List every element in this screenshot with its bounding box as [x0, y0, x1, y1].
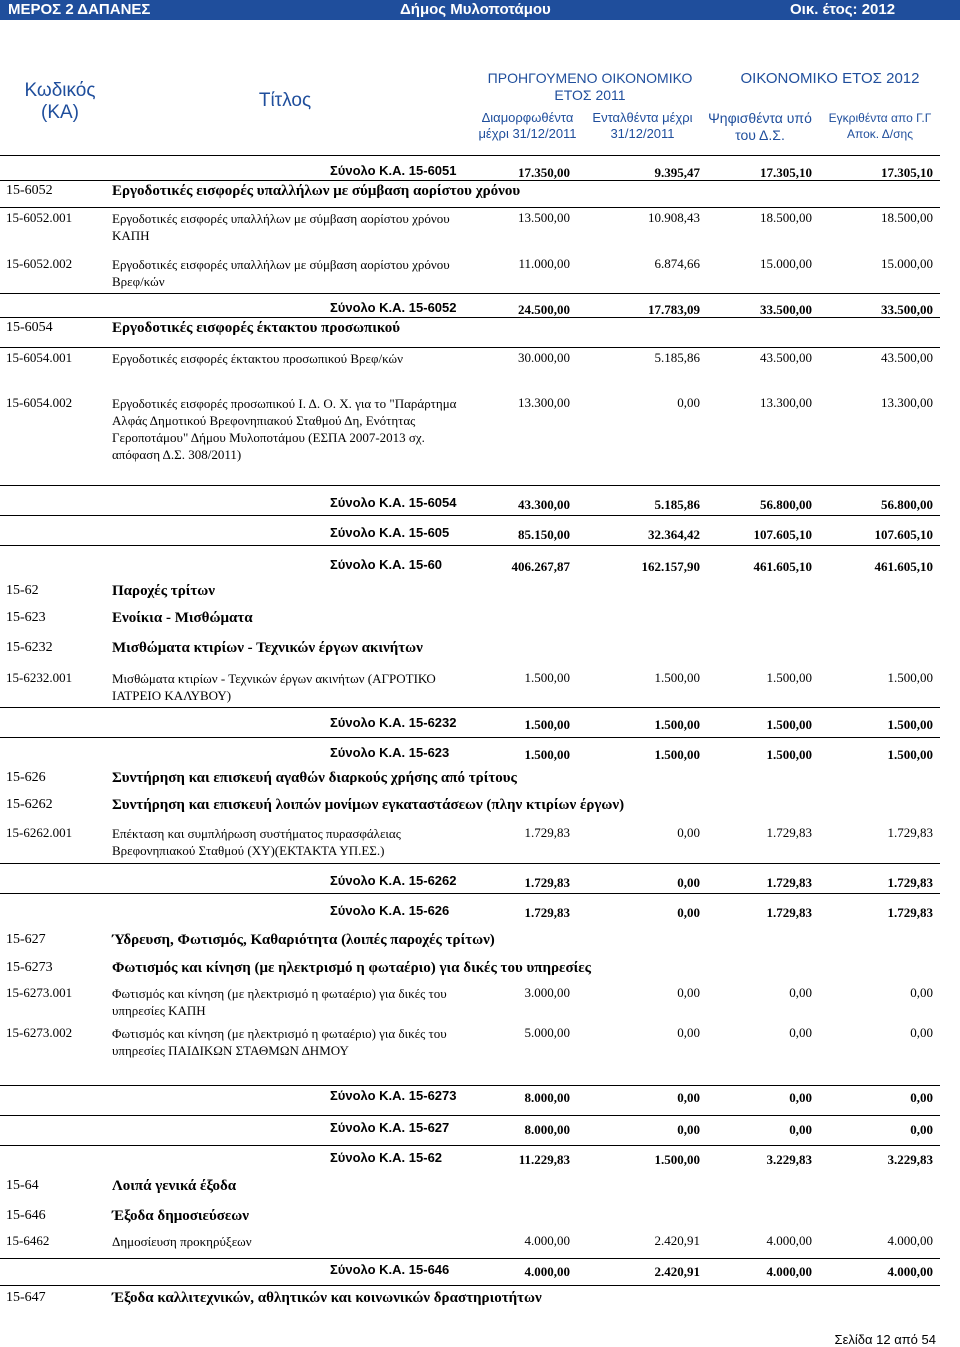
- section-code: 15-627: [6, 932, 46, 947]
- current-year-header: ΟΙΚΟΝΟΜΙΚΟ ΕΤΟΣ 2012: [740, 70, 920, 87]
- amount-col-2: 2.420,91: [654, 1233, 700, 1248]
- item-title: Δημοσίευση προκηρύξεων: [112, 1234, 252, 1249]
- section-code: 15-6232: [6, 640, 53, 655]
- amount-col-3: 107.605,10: [753, 527, 812, 542]
- amount-col-4: 107.605,10: [874, 527, 933, 542]
- amount-col-3: 33.500,00: [760, 302, 812, 317]
- amount-col-1: 11.229,83: [518, 1152, 570, 1167]
- amount-col-1: 30.000,00: [518, 350, 570, 365]
- amount-col-2: 0,00: [677, 825, 700, 840]
- row-separator: [0, 293, 940, 294]
- row-separator: [0, 1085, 940, 1086]
- amount-col-1: 1.729,83: [524, 905, 570, 920]
- amount-col-1: 43.300,00: [518, 497, 570, 512]
- prev-formed-header: Διαμορφωθέντα μέχρι 31/12/2011: [478, 110, 577, 141]
- amount-col-2: 9.395,47: [654, 165, 700, 180]
- item-code: 15-6462: [6, 1233, 50, 1248]
- amount-col-3: 43.500,00: [760, 350, 812, 365]
- amount-col-4: 3.229,83: [887, 1152, 933, 1167]
- amount-col-1: 8.000,00: [524, 1090, 570, 1105]
- item-title: Φωτισμός και κίνηση (με ηλεκτρισμό η φωταέριο) για δικές του υπηρεσίες ΚΑΠΗ: [112, 986, 447, 1018]
- amount-col-1: 11.000,00: [518, 256, 570, 271]
- approved-header: Εγκριθέντα απο Γ.Γ Αποκ. Δ/σης: [828, 111, 932, 141]
- subtotal-label: Σύνολο Κ.Α. 15-6273: [330, 1088, 457, 1103]
- amount-col-1: 13.500,00: [518, 210, 570, 225]
- top-banner: [0, 0, 960, 20]
- subtotal-label: Σύνολο Κ.Α. 15-6052: [330, 300, 457, 315]
- row-separator: [0, 737, 940, 738]
- item-title: Εργοδοτικές εισφορές υπαλλήλων με σύμβαση αορίστου χρόνου Βρεφ/κών: [112, 257, 450, 289]
- section-code: 15-62: [6, 583, 39, 598]
- row-separator: [0, 515, 940, 516]
- amount-col-2: 162.157,90: [641, 559, 700, 574]
- amount-col-4: 4.000,00: [887, 1233, 933, 1248]
- amount-col-3: 1.500,00: [766, 717, 812, 732]
- item-code: 15-6232.001: [6, 670, 73, 685]
- item-title: Εργοδοτικές εισφορές υπαλλήλων με σύμβαση αορίστου χρόνου ΚΑΠΗ: [112, 211, 450, 243]
- amount-col-4: 461.605,10: [874, 559, 933, 574]
- section-code: 15-646: [6, 1208, 46, 1223]
- subtotal-label: Σύνολο Κ.Α. 15-626: [330, 903, 450, 918]
- subtotal-label: Σύνολο Κ.Α. 15-623: [330, 745, 450, 760]
- section-code: 15-6273: [6, 960, 53, 975]
- row-separator: [0, 707, 940, 708]
- amount-col-1: 1.500,00: [524, 747, 570, 762]
- amount-col-3: 0,00: [789, 1025, 812, 1040]
- section-title: Εργοδοτικές εισφορές έκτακτου προσωπικού: [112, 320, 401, 336]
- amount-col-3: 4.000,00: [766, 1264, 812, 1279]
- subtotal-label: Σύνολο Κ.Α. 15-605: [330, 525, 450, 540]
- amount-col-1: 13.300,00: [518, 395, 570, 410]
- amount-col-3: 15.000,00: [760, 256, 812, 271]
- amount-col-1: 17.350,00: [518, 165, 570, 180]
- amount-col-2: 0,00: [677, 985, 700, 1000]
- section-title: Ύδρευση, Φωτισμός, Καθαριότητα (λοιπές παροχές τρίτων): [112, 932, 495, 948]
- amount-col-4: 43.500,00: [881, 350, 933, 365]
- amount-col-3: 1.500,00: [766, 670, 812, 685]
- prev-committed-header: Ενταλθέντα μέχρι 31/12/2011: [592, 110, 693, 141]
- subtotal-label: Σύνολο Κ.Α. 15-60: [330, 557, 443, 572]
- amount-col-1: 3.000,00: [524, 985, 570, 1000]
- section-code: 15-626: [6, 770, 46, 785]
- row-separator: [0, 545, 940, 546]
- column-header: [0, 20, 960, 155]
- row-separator: [0, 1145, 940, 1146]
- item-code: 15-6273.002: [6, 1025, 73, 1040]
- amount-col-3: 18.500,00: [760, 210, 812, 225]
- item-title: Εργοδοτικές εισφορές προσωπικού Ι. Δ. Ο. Χ. για το "Παράρτημα Αλφάς Δημοτικού Βρεφονηπιακού Σταθμού Δη, Ενότητας Γεροποτάμου" Δήμου Μυλοποτάμου (ΕΣΠΑ 2007-2013 σχ. απόφαση Δ.Σ. 308/2011): [112, 396, 457, 462]
- municipality-label: Δήμος Μυλοποτάμου: [400, 1, 551, 18]
- amount-col-1: 4.000,00: [524, 1233, 570, 1248]
- amount-col-1: 4.000,00: [524, 1264, 570, 1279]
- section-title: Έξοδα καλλιτεχνικών, αθλητικών και κοινωνικών δραστηριοτήτων: [112, 1290, 542, 1306]
- amount-col-3: 1.729,83: [766, 875, 812, 890]
- subtotal-label: Σύνολο Κ.Α. 15-6232: [330, 715, 457, 730]
- amount-col-2: 0,00: [677, 1025, 700, 1040]
- row-separator: [0, 893, 940, 894]
- amount-col-1: 406.267,87: [511, 559, 570, 574]
- amount-col-3: 17.305,10: [760, 165, 812, 180]
- amount-col-4: 0,00: [910, 1122, 933, 1137]
- item-title: Εργοδοτικές εισφορές έκτακτου προσωπικού Βρεφ/κών: [112, 351, 403, 366]
- amount-col-2: 6.874,66: [654, 256, 700, 271]
- amount-col-3: 56.800,00: [760, 497, 812, 512]
- amount-col-4: 1.729,83: [887, 875, 933, 890]
- amount-col-3: 13.300,00: [760, 395, 812, 410]
- amount-col-1: 5.000,00: [524, 1025, 570, 1040]
- amount-col-3: 0,00: [789, 1122, 812, 1137]
- section-code: 15-6262: [6, 797, 53, 812]
- row-separator: [0, 1258, 940, 1259]
- section-title: Μισθώματα κτιρίων - Τεχνικών έργων ακινήτων: [112, 640, 423, 656]
- amount-col-2: 1.500,00: [654, 670, 700, 685]
- item-title: Φωτισμός και κίνηση (με ηλεκτρισμό η φωταέριο) για δικές του υπηρεσίες ΠΑΙΔΙΚΩΝ ΣΤΑΘΜΩΝ ΔΗΜΟΥ: [112, 1026, 447, 1058]
- subtotal-label: Σύνολο Κ.Α. 15-6262: [330, 873, 457, 888]
- section-title: Λοιπά γενικά έξοδα: [112, 1178, 237, 1194]
- section-title: Παροχές τρίτων: [112, 583, 215, 599]
- section-code: 15-647: [6, 1290, 46, 1305]
- section-code: 15-6052: [6, 183, 53, 198]
- amount-col-4: 1.500,00: [887, 670, 933, 685]
- amount-col-1: 1.729,83: [524, 825, 570, 840]
- subtotal-label: Σύνολο Κ.Α. 15-62: [330, 1150, 443, 1165]
- fiscal-year-label: Οικ. έτος: 2012: [790, 1, 896, 18]
- amount-col-4: 1.500,00: [887, 747, 933, 762]
- amount-col-1: 8.000,00: [524, 1122, 570, 1137]
- amount-col-2: 0,00: [677, 875, 700, 890]
- amount-col-3: 3.229,83: [766, 1152, 812, 1167]
- row-separator: [0, 347, 940, 348]
- row-separator: [0, 1285, 940, 1286]
- amount-col-4: 15.000,00: [881, 256, 933, 271]
- amount-col-4: 18.500,00: [881, 210, 933, 225]
- amount-col-3: 1.729,83: [766, 905, 812, 920]
- amount-col-3: 4.000,00: [766, 1233, 812, 1248]
- item-code: 15-6273.001: [6, 985, 73, 1000]
- amount-col-2: 0,00: [677, 1122, 700, 1137]
- section-title: Ενοίκια - Μισθώματα: [112, 610, 253, 626]
- amount-col-2: 1.500,00: [654, 747, 700, 762]
- section-title: Έξοδα δημοσιεύσεων: [112, 1208, 249, 1224]
- amount-col-2: 5.185,86: [654, 350, 700, 365]
- section-code: 15-6054: [6, 320, 53, 335]
- code-header: Κωδικός (ΚΑ): [24, 80, 96, 123]
- item-code: 15-6262.001: [6, 825, 73, 840]
- section-code: 15-623: [6, 610, 46, 625]
- item-code: 15-6054.002: [6, 395, 73, 410]
- item-title: Επέκταση και συμπλήρωση συστήματος πυρασφάλειας Βρεφονηπιακού Σταθμού (ΧΥ)(ΕΚΤΑΚΤΑ ΥΠ.ΕΣ.): [112, 826, 401, 858]
- amount-col-3: 0,00: [789, 1090, 812, 1105]
- amount-col-3: 1.500,00: [766, 747, 812, 762]
- amount-col-1: 1.500,00: [524, 670, 570, 685]
- amount-col-4: 17.305,10: [881, 165, 933, 180]
- amount-col-1: 1.500,00: [524, 717, 570, 732]
- amount-col-1: 24.500,00: [518, 302, 570, 317]
- section-title: Εργοδοτικές εισφορές υπαλλήλων με σύμβαση αορίστου χρόνου: [112, 183, 521, 199]
- row-separator: [0, 863, 940, 864]
- amount-col-3: 461.605,10: [753, 559, 812, 574]
- row-separator: [0, 1115, 940, 1116]
- subtotal-label: Σύνολο Κ.Α. 15-646: [330, 1262, 450, 1277]
- amount-col-2: 17.783,09: [648, 302, 700, 317]
- amount-col-4: 1.729,83: [887, 905, 933, 920]
- row-separator: [0, 485, 940, 486]
- amount-col-4: 13.300,00: [881, 395, 933, 410]
- amount-col-2: 2.420,91: [654, 1264, 700, 1279]
- item-code: 15-6052.002: [6, 256, 73, 271]
- voted-header: Ψηφισθέντα υπό του Δ.Σ.: [708, 110, 812, 143]
- amount-col-4: 0,00: [910, 1025, 933, 1040]
- amount-col-2: 32.364,42: [648, 527, 700, 542]
- amount-col-2: 1.500,00: [654, 1152, 700, 1167]
- amount-col-4: 1.729,83: [887, 825, 933, 840]
- amount-col-1: 85.150,00: [518, 527, 570, 542]
- section-code: 15-64: [6, 1178, 39, 1193]
- amount-col-4: 1.500,00: [887, 717, 933, 732]
- amount-col-4: 56.800,00: [881, 497, 933, 512]
- item-code: 15-6054.001: [6, 350, 73, 365]
- amount-col-2: 5.185,86: [654, 497, 700, 512]
- amount-col-1: 1.729,83: [524, 875, 570, 890]
- subtotal-label: Σύνολο Κ.Α. 15-6051: [330, 163, 457, 178]
- amount-col-2: 0,00: [677, 1090, 700, 1105]
- subtotal-label: Σύνολο Κ.Α. 15-627: [330, 1120, 450, 1135]
- page-number: Σελίδα 12 από 54: [834, 1332, 936, 1347]
- title-header: Τίτλος: [258, 90, 312, 111]
- amount-col-4: 0,00: [910, 1090, 933, 1105]
- amount-col-2: 1.500,00: [654, 717, 700, 732]
- section-title: Συντήρηση και επισκευή λοιπών μονίμων εγκαταστάσεων (πλην κτιρίων έργων): [112, 797, 625, 813]
- part-label: ΜΕΡΟΣ 2 ΔΑΠΑΝΕΣ: [8, 1, 151, 18]
- amount-col-2: 0,00: [677, 395, 700, 410]
- amount-col-4: 4.000,00: [887, 1264, 933, 1279]
- row-separator: [0, 155, 940, 156]
- row-separator: [0, 207, 940, 208]
- item-code: 15-6052.001: [6, 210, 73, 225]
- amount-col-3: 1.729,83: [766, 825, 812, 840]
- section-title: Φωτισμός και κίνηση (με ηλεκτρισμό η φωταέριο) για δικές του υπηρεσίες: [112, 960, 591, 976]
- subtotal-label: Σύνολο Κ.Α. 15-6054: [330, 495, 457, 510]
- amount-col-2: 10.908,43: [648, 210, 700, 225]
- amount-col-2: 0,00: [677, 905, 700, 920]
- section-title: Συντήρηση και επισκευή αγαθών διαρκούς χρήσης από τρίτους: [112, 770, 517, 786]
- amount-col-4: 33.500,00: [881, 302, 933, 317]
- amount-col-4: 0,00: [910, 985, 933, 1000]
- item-title: Μισθώματα κτιρίων - Τεχνικών έργων ακινήτων (ΑΓΡΟΤΙΚΟ ΙΑΤΡΕΙΟ ΚΑΛΥΒΟΥ): [112, 671, 436, 703]
- previous-year-header: ΠΡΟΗΓΟΥΜΕΝΟ ΟΙΚΟΝΟΜΙΚΟ ΕΤΟΣ 2011: [487, 70, 693, 103]
- amount-col-3: 0,00: [789, 985, 812, 1000]
